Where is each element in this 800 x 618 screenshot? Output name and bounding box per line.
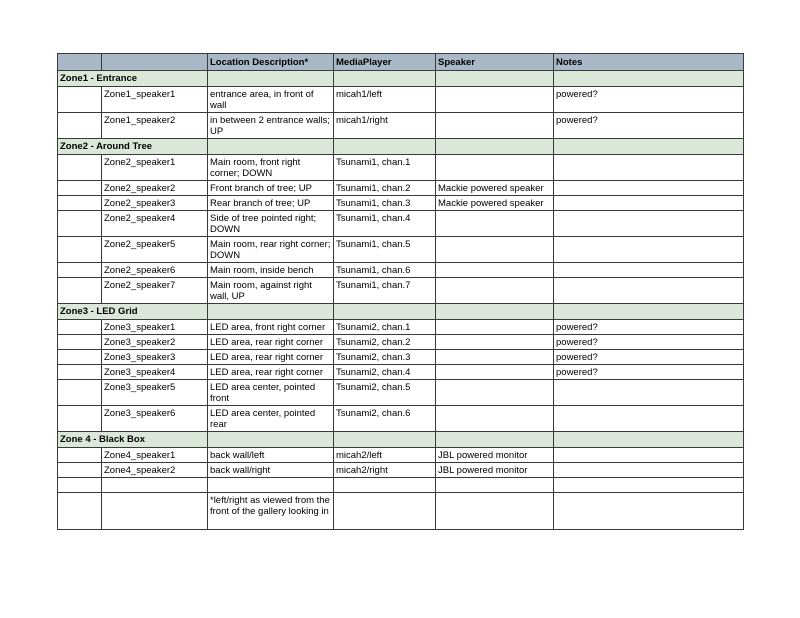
table-row xyxy=(58,365,744,380)
speaker-cell xyxy=(436,113,554,139)
mediaplayer-cell: Tsunami2, chan.6 xyxy=(334,406,436,432)
speaker-cell: JBL powered monitor xyxy=(436,463,554,478)
row-index-cell xyxy=(58,463,102,478)
row-index-cell xyxy=(58,196,102,211)
mediaplayer-cell: Tsunami1, chan.7 xyxy=(334,278,436,304)
mediaplayer-cell: Tsunami1, chan.6 xyxy=(334,263,436,278)
speaker-id-cell: Zone1_speaker2 xyxy=(102,113,208,139)
zone-fill-cell xyxy=(334,432,436,448)
row-index-cell xyxy=(58,406,102,432)
speaker-id-cell: Zone4_speaker2 xyxy=(102,463,208,478)
zone-header-row xyxy=(58,432,744,448)
mediaplayer-cell: micah1/left xyxy=(334,87,436,113)
table-row xyxy=(58,181,744,196)
speaker-cell xyxy=(436,478,554,493)
location-cell: LED area, rear right corner xyxy=(208,365,334,380)
row-index-cell xyxy=(58,87,102,113)
zone-fill-cell xyxy=(436,432,554,448)
speaker-cell: JBL powered monitor xyxy=(436,448,554,463)
mediaplayer-cell: micah2/right xyxy=(334,463,436,478)
row-index-cell xyxy=(58,365,102,380)
row-index-cell xyxy=(58,335,102,350)
speaker-id-cell: Zone3_speaker1 xyxy=(102,320,208,335)
row-index-cell xyxy=(58,237,102,263)
notes-cell: powered? xyxy=(554,335,744,350)
row-index-cell xyxy=(58,380,102,406)
zone-header-row xyxy=(58,139,744,155)
speaker-id-cell: Zone1_speaker1 xyxy=(102,87,208,113)
zone-fill-cell xyxy=(554,304,744,320)
notes-cell xyxy=(554,181,744,196)
notes-cell xyxy=(554,237,744,263)
speaker-cell xyxy=(436,263,554,278)
row-index-cell xyxy=(58,320,102,335)
location-cell: entrance area, in front of wall xyxy=(208,87,334,113)
location-cell: LED area center, pointed front xyxy=(208,380,334,406)
speaker-id-cell: Zone2_speaker2 xyxy=(102,181,208,196)
mediaplayer-cell: Tsunami1, chan.4 xyxy=(334,211,436,237)
location-cell: Main room, against right wall, UP xyxy=(208,278,334,304)
zone-title: Zone2 - Around Tree xyxy=(58,139,208,155)
speaker-cell: Mackie powered speaker xyxy=(436,181,554,196)
speaker-id-cell: Zone2_speaker1 xyxy=(102,155,208,181)
table-row xyxy=(58,380,744,406)
column-header-mediaplayer: MediaPlayer xyxy=(334,54,436,71)
speaker-cell xyxy=(436,406,554,432)
zone-header-row xyxy=(58,304,744,320)
speaker-cell xyxy=(436,365,554,380)
zone-fill-cell xyxy=(554,139,744,155)
table-row xyxy=(58,463,744,478)
mediaplayer-cell: Tsunami2, chan.5 xyxy=(334,380,436,406)
speaker-cell xyxy=(436,350,554,365)
location-cell: LED area, rear right corner xyxy=(208,350,334,365)
speaker-id-cell xyxy=(102,493,208,530)
table-row xyxy=(58,237,744,263)
mediaplayer-cell: Tsunami2, chan.3 xyxy=(334,350,436,365)
zone-fill-cell xyxy=(554,71,744,87)
location-cell: in between 2 entrance walls; UP xyxy=(208,113,334,139)
notes-cell xyxy=(554,196,744,211)
table-row xyxy=(58,493,744,530)
notes-cell: powered? xyxy=(554,365,744,380)
zone-title: Zone3 - LED Grid xyxy=(58,304,208,320)
zone-fill-cell xyxy=(554,432,744,448)
notes-cell: powered? xyxy=(554,350,744,365)
table-row xyxy=(58,406,744,432)
zone-fill-cell xyxy=(334,139,436,155)
notes-cell: powered? xyxy=(554,87,744,113)
speaker-id-cell: Zone3_speaker3 xyxy=(102,350,208,365)
table-row xyxy=(58,263,744,278)
notes-cell xyxy=(554,406,744,432)
row-index-cell xyxy=(58,350,102,365)
speaker-id-cell: Zone2_speaker4 xyxy=(102,211,208,237)
zone-fill-cell xyxy=(334,71,436,87)
notes-cell xyxy=(554,463,744,478)
zone-fill-cell xyxy=(208,139,334,155)
location-cell: Main room, inside bench xyxy=(208,263,334,278)
row-index-cell xyxy=(58,278,102,304)
notes-cell xyxy=(554,211,744,237)
speaker-id-cell: Zone3_speaker4 xyxy=(102,365,208,380)
notes-cell xyxy=(554,493,744,530)
mediaplayer-cell: micah1/right xyxy=(334,113,436,139)
speaker-cell xyxy=(436,87,554,113)
mediaplayer-cell xyxy=(334,478,436,493)
notes-cell xyxy=(554,263,744,278)
notes-cell xyxy=(554,478,744,493)
location-cell: LED area, front right corner xyxy=(208,320,334,335)
location-cell: back wall/left xyxy=(208,448,334,463)
zone-fill-cell xyxy=(208,71,334,87)
row-index-cell xyxy=(58,263,102,278)
zone-fill-cell xyxy=(208,432,334,448)
row-index-cell xyxy=(58,113,102,139)
mediaplayer-cell: Tsunami1, chan.2 xyxy=(334,181,436,196)
column-header xyxy=(102,54,208,71)
column-header-notes: Notes xyxy=(554,54,744,71)
notes-cell xyxy=(554,380,744,406)
zone-header-row xyxy=(58,71,744,87)
zone-fill-cell xyxy=(436,304,554,320)
mediaplayer-cell: Tsunami1, chan.5 xyxy=(334,237,436,263)
row-index-cell xyxy=(58,155,102,181)
table-row xyxy=(58,320,744,335)
table-row xyxy=(58,478,744,493)
location-cell: back wall/right xyxy=(208,463,334,478)
speaker-cell xyxy=(436,211,554,237)
speaker-id-cell xyxy=(102,478,208,493)
speaker-id-cell: Zone2_speaker6 xyxy=(102,263,208,278)
mediaplayer-cell: Tsunami2, chan.1 xyxy=(334,320,436,335)
location-cell: Side of tree pointed right; DOWN xyxy=(208,211,334,237)
mediaplayer-cell: Tsunami2, chan.4 xyxy=(334,365,436,380)
zone-fill-cell xyxy=(436,71,554,87)
row-index-cell xyxy=(58,211,102,237)
speaker-id-cell: Zone3_speaker5 xyxy=(102,380,208,406)
table-row xyxy=(58,211,744,237)
speaker-id-cell: Zone2_speaker5 xyxy=(102,237,208,263)
row-index-cell xyxy=(58,448,102,463)
speaker-id-cell: Zone3_speaker2 xyxy=(102,335,208,350)
speaker-id-cell: Zone4_speaker1 xyxy=(102,448,208,463)
location-cell: Main room, front right corner; DOWN xyxy=(208,155,334,181)
location-cell: Front branch of tree; UP xyxy=(208,181,334,196)
speaker-id-cell: Zone2_speaker3 xyxy=(102,196,208,211)
notes-cell xyxy=(554,155,744,181)
speaker-cell xyxy=(436,278,554,304)
row-index-cell xyxy=(58,478,102,493)
speaker-cell xyxy=(436,237,554,263)
zone-fill-cell xyxy=(334,304,436,320)
zone-title: Zone 4 - Black Box xyxy=(58,432,208,448)
location-cell: LED area, rear right corner xyxy=(208,335,334,350)
column-header-location: Location Description* xyxy=(208,54,334,71)
zone-title: Zone1 - Entrance xyxy=(58,71,208,87)
table-row xyxy=(58,196,744,211)
speaker-spreadsheet xyxy=(57,53,744,530)
location-cell: Rear branch of tree; UP xyxy=(208,196,334,211)
mediaplayer-cell: Tsunami2, chan.2 xyxy=(334,335,436,350)
table-row xyxy=(58,350,744,365)
speaker-id-cell: Zone3_speaker6 xyxy=(102,406,208,432)
notes-cell: powered? xyxy=(554,113,744,139)
speaker-cell xyxy=(436,320,554,335)
table-row xyxy=(58,448,744,463)
speaker-cell xyxy=(436,155,554,181)
table-row xyxy=(58,335,744,350)
row-index-cell xyxy=(58,181,102,196)
header-row xyxy=(58,54,744,71)
table-row xyxy=(58,278,744,304)
zone-fill-cell xyxy=(436,139,554,155)
zone-fill-cell xyxy=(208,304,334,320)
column-header xyxy=(58,54,102,71)
column-header-speaker: Speaker xyxy=(436,54,554,71)
speaker-id-cell: Zone2_speaker7 xyxy=(102,278,208,304)
table-body xyxy=(58,71,744,530)
speaker-cell: Mackie powered speaker xyxy=(436,196,554,211)
row-index-cell xyxy=(58,493,102,530)
table-row xyxy=(58,87,744,113)
location-cell: LED area center, pointed rear xyxy=(208,406,334,432)
location-cell xyxy=(208,478,334,493)
notes-cell: powered? xyxy=(554,320,744,335)
table-row xyxy=(58,113,744,139)
mediaplayer-cell: Tsunami1, chan.1 xyxy=(334,155,436,181)
notes-cell xyxy=(554,278,744,304)
speaker-cell xyxy=(436,335,554,350)
location-cell: Main room, rear right corner; DOWN xyxy=(208,237,334,263)
speaker-cell xyxy=(436,493,554,530)
mediaplayer-cell: Tsunami1, chan.3 xyxy=(334,196,436,211)
mediaplayer-cell: micah2/left xyxy=(334,448,436,463)
notes-cell xyxy=(554,448,744,463)
location-cell: *left/right as viewed from the front of the gallery looking in xyxy=(208,493,334,530)
speaker-cell xyxy=(436,380,554,406)
mediaplayer-cell xyxy=(334,493,436,530)
table-row xyxy=(58,155,744,181)
